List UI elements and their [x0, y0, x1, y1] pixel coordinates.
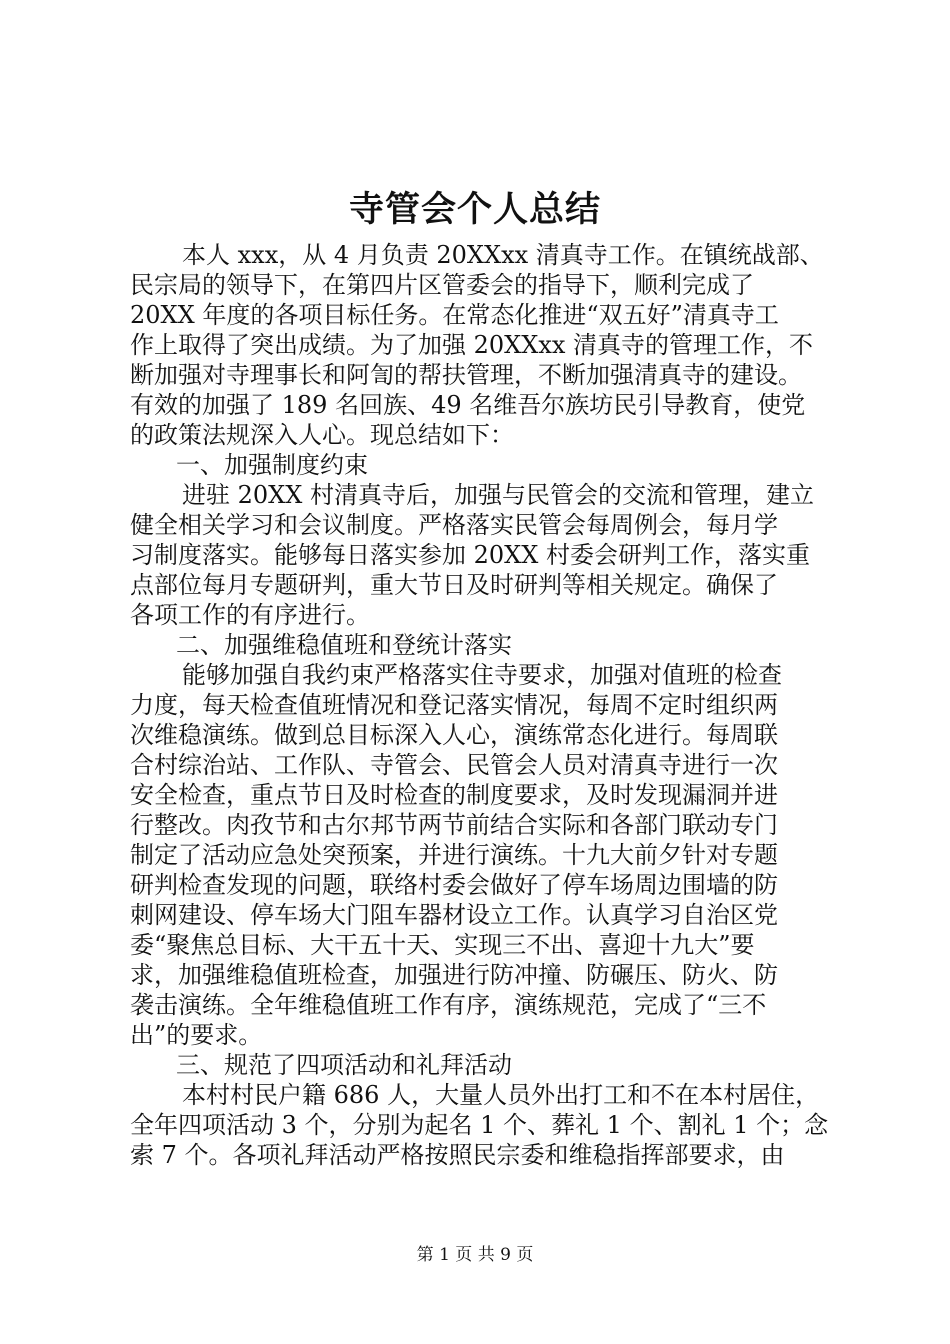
paragraph-line: 安全检查，重点节日及时检查的制度要求，及时发现漏洞并进	[130, 781, 778, 809]
paragraph-line: 袭击演练。全年维稳值班工作有序，演练规范，完成了“三不	[130, 991, 767, 1019]
paragraph-line: 20XX 年度的各项目标任务。在常态化推进“双五好”清真寺工	[130, 301, 779, 329]
paragraph-line: 出”的要求。	[130, 1021, 263, 1049]
paragraph-line: 习制度落实。能够每日落实参加 20XX 村委会研判工作，落实重	[130, 541, 810, 569]
document-title: 寺管会个人总结	[348, 189, 601, 230]
document-body	[130, 240, 830, 1170]
section-heading: 三、规范了四项活动和礼拜活动	[176, 1051, 512, 1079]
paragraph-line: 进驻 20XX 村清真寺后，加强与民管会的交流和管理，建立	[182, 481, 814, 509]
paragraph-line: 各项工作的有序进行。	[130, 601, 370, 629]
paragraph-line: 行整改。肉孜节和古尔邦节两节前结合实际和各部门联动专门	[130, 811, 778, 839]
paragraph-line: 点部位每月专题研判，重大节日及时研判等相关规定。确保了	[130, 571, 778, 599]
page-indicator: 第 1 页 共 9 页	[416, 1245, 534, 1265]
paragraph-line: 本村村民户籍 686 人，大量人员外出打工和不在本村居住，	[182, 1081, 820, 1109]
paragraph-line: 全年四项活动 3 个，分别为起名 1 个、葬礼 1 个、割礼 1 个；念	[130, 1111, 829, 1139]
paragraph-line: 本人 xxx，从 4 月负责 20XXxx 清真寺工作。在镇统战部、	[182, 241, 824, 269]
paragraph-line: 求，加强维稳值班检查，加强进行防冲撞、防碾压、防火、防	[130, 961, 778, 989]
paragraph-line: 索 7 个。各项礼拜活动严格按照民宗委和维稳指挥部要求，由	[130, 1141, 785, 1169]
paragraph-line: 能够加强自我约束严格落实住寺要求，加强对值班的检查	[182, 661, 782, 689]
paragraph-line: 的政策法规深入人心。现总结如下：	[130, 421, 514, 449]
paragraph-line: 作上取得了突出成绩。为了加强 20XXxx 清真寺的管理工作，不	[130, 331, 814, 359]
paragraph-line: 力度，每天检查值班情况和登记落实情况，每周不定时组织两	[130, 691, 778, 719]
paragraph-line: 刺网建设、停车场大门阻车器材设立工作。认真学习自治区党	[130, 901, 778, 929]
paragraph-line: 委“聚焦总目标、大干五十天、实现三不出、喜迎十九大”要	[130, 931, 755, 959]
section-heading: 二、加强维稳值班和登统计落实	[176, 631, 512, 659]
paragraph-line: 健全相关学习和会议制度。严格落实民管会每周例会，每月学	[130, 511, 778, 539]
section-heading: 一、加强制度约束	[176, 451, 368, 479]
paragraph-line: 制定了活动应急处突预案，并进行演练。十九大前夕针对专题	[130, 841, 778, 869]
paragraph-line: 民宗局的领导下，在第四片区管委会的指导下，顺利完成了	[130, 271, 754, 299]
paragraph-line: 合村综治站、工作队、寺管会、民管会人员对清真寺进行一次	[130, 751, 778, 779]
paragraph-line: 有效的加强了 189 名回族、49 名维吾尔族坊民引导教育，使党	[130, 391, 806, 419]
paragraph-line: 断加强对寺理事长和阿訇的帮扶管理，不断加强清真寺的建设。	[130, 361, 802, 389]
paragraph-line: 研判检查发现的问题，联络村委会做好了停车场周边围墙的防	[130, 871, 778, 899]
paragraph-line: 次维稳演练。做到总目标深入人心，演练常态化进行。每周联	[130, 721, 778, 749]
